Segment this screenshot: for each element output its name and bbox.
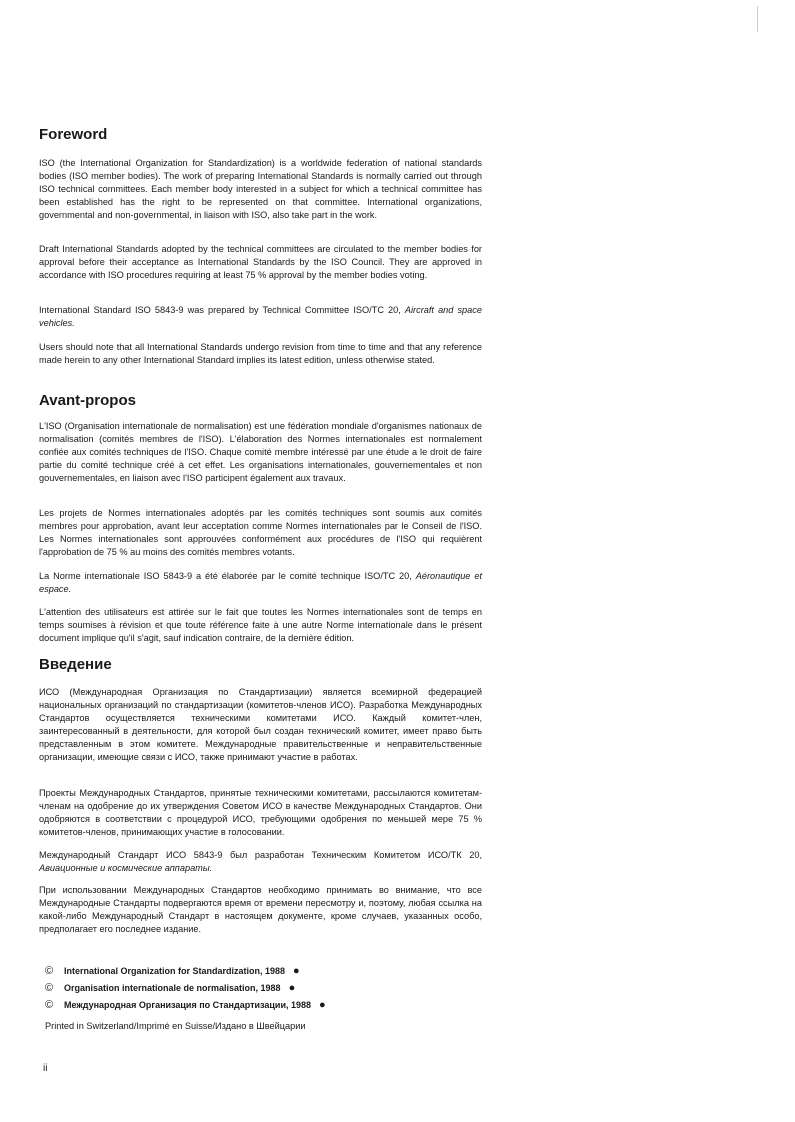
vvedenie-standard-text: Международный Стандарт ИСО 5843-9 был разработан Техническим Комитетом ИСО/ТК 20, bbox=[39, 850, 482, 860]
avant-propos-paragraph-4: L'attention des utilisateurs est attirée sur le fait que toutes les Normes internationales sont de temps en temps soumises à révision et que toute référence faite à une autre Norme internationale dans le présent document implique qu'il s'agit, sauf indication contraire, de la dernière édition. bbox=[39, 607, 482, 643]
printed-in-note: Printed in Switzerland/Imprimé en Suisse/Издано в Швейцарии bbox=[45, 1021, 306, 1031]
avant-propos-committee-name: Aéronautique et espace. bbox=[39, 571, 482, 594]
bullet-icon: ● bbox=[319, 999, 326, 1011]
copyright-line-russian bbox=[45, 997, 326, 1014]
vvedenie-paragraph-1: ИСО (Международная Организация по Стандартизации) является всемирной федерацией национальных организаций по стандартизации (комитетов-членов ИСО). Разработка Международных Стандартов осуществляется техническими комитетами ИСО. Каждый комитет-член, заинтересованный в деятельности, для которой был создан технический комитет, имеет право быть представленным в этом комитете. Международные правительственные и неправительственные организации, имеющие связи с ИСО, также принимают участие в работах. bbox=[39, 687, 482, 762]
copyright-text: Международная Организация по Стандартизации, 1988 bbox=[64, 1000, 312, 1010]
bullet-icon: ● bbox=[288, 982, 296, 994]
copyright-icon: © bbox=[45, 982, 54, 994]
avant-propos-standard-text: La Norme internationale ISO 5843-9 a été élaborée par le comité technique ISO/TC 20, bbox=[39, 571, 416, 581]
avant-propos-paragraph-2: Les projets de Normes internationales adoptés par les comités techniques sont soumis aux comités membres pour approbation, avant leur acceptation comme Normes internationales par le Conseil de l'ISO. Les Normes internationales sont approuvées conformément aux procédures de l'ISO qui requièrent l'approbation de 75 % au moins des comités membres votants. bbox=[39, 508, 482, 557]
vvedenie-paragraph-2: Проекты Международных Стандартов, принятые техническими комитетами, рассылаются комитетам-членам на одобрение до их утверждения Советом ИСО в качестве Международных Стандартов. Они одобряются в соответствии с процедурой ИСО, требующими одобрения по меньшей мере 75 % комитетов-членов, принимающих участие в голосовании. bbox=[39, 788, 482, 837]
bullet-icon: ● bbox=[293, 965, 300, 977]
scan-edge-mark bbox=[757, 6, 758, 32]
vvedenie-committee-name: Авиационные и космические аппараты. bbox=[39, 863, 213, 873]
foreword-paragraph-4: Users should note that all International Standards undergo revision from time to time and that any reference made herein to any other International Standard implies its latest edition, unless otherwise stated. bbox=[39, 342, 482, 365]
foreword-paragraph-3 bbox=[39, 304, 482, 330]
avant-propos-paragraph-3 bbox=[39, 570, 482, 596]
foreword-standard-text: International Standard ISO 5843-9 was prepared by Technical Committee ISO/TC 20, bbox=[39, 305, 405, 315]
foreword-paragraph-2: Draft International Standards adopted by the technical committees are circulated to the member bodies for approval before their acceptance as International Standards by the ISO Council. They are approved in accordance with ISO procedures requiring at least 75 % approval by the member bodies voting. bbox=[39, 244, 482, 280]
vvedenie-paragraph-3 bbox=[39, 849, 482, 875]
vvedenie-paragraph-4: При использовании Международных Стандартов необходимо принимать во внимание, что все Международные Стандарты подвергаются время от времени пересмотру и, поэтому, любая ссылка на какой-либо Международный Стандарт в настоящем документе, кроме случаев, указанных особо, предполагает его последнее издание. bbox=[39, 885, 482, 934]
copyright-line-english bbox=[45, 963, 326, 980]
page-number: ii bbox=[43, 1063, 48, 1074]
copyright-list bbox=[45, 963, 326, 1014]
copyright-text: Organisation internationale de normalisation, 1988 bbox=[64, 983, 281, 993]
foreword-committee-name: Aircraft and space vehicles. bbox=[39, 305, 482, 328]
foreword-paragraph-1: ISO (the International Organization for Standardization) is a worldwide federation of national standards bodies (ISO member bodies). The work of preparing International Standards is normally carried out through ISO technical committees. Each member body interested in a subject for which a technical committee has been established has the right to be represented on that committee. International organizations, governmental and non-governmental, in liaison with ISO, also take part in the work. bbox=[39, 158, 482, 220]
copyright-text: International Organization for Standardization, 1988 bbox=[64, 966, 286, 976]
avant-propos-title: Avant-propos bbox=[39, 392, 136, 409]
copyright-line-french bbox=[45, 980, 326, 997]
copyright-icon: © bbox=[45, 965, 54, 977]
foreword-title: Foreword bbox=[39, 126, 108, 143]
copyright-icon: © bbox=[45, 999, 54, 1011]
avant-propos-paragraph-1: L'ISO (Organisation internationale de normalisation) est une fédération mondiale d'organismes nationaux de normalisation (comités membres de l'ISO). L'élaboration des Normes internationales est normalement confiée aux comités techniques de l'ISO. Chaque comité membre intéressé par une étude a le droit de faire partie du comité technique créé à cet effet. Les organisations internationales, gouvernementales et non gouvernementales, en liaison avec l'ISO participent également aux travaux. bbox=[39, 421, 482, 483]
vvedenie-title: Введение bbox=[39, 656, 112, 673]
